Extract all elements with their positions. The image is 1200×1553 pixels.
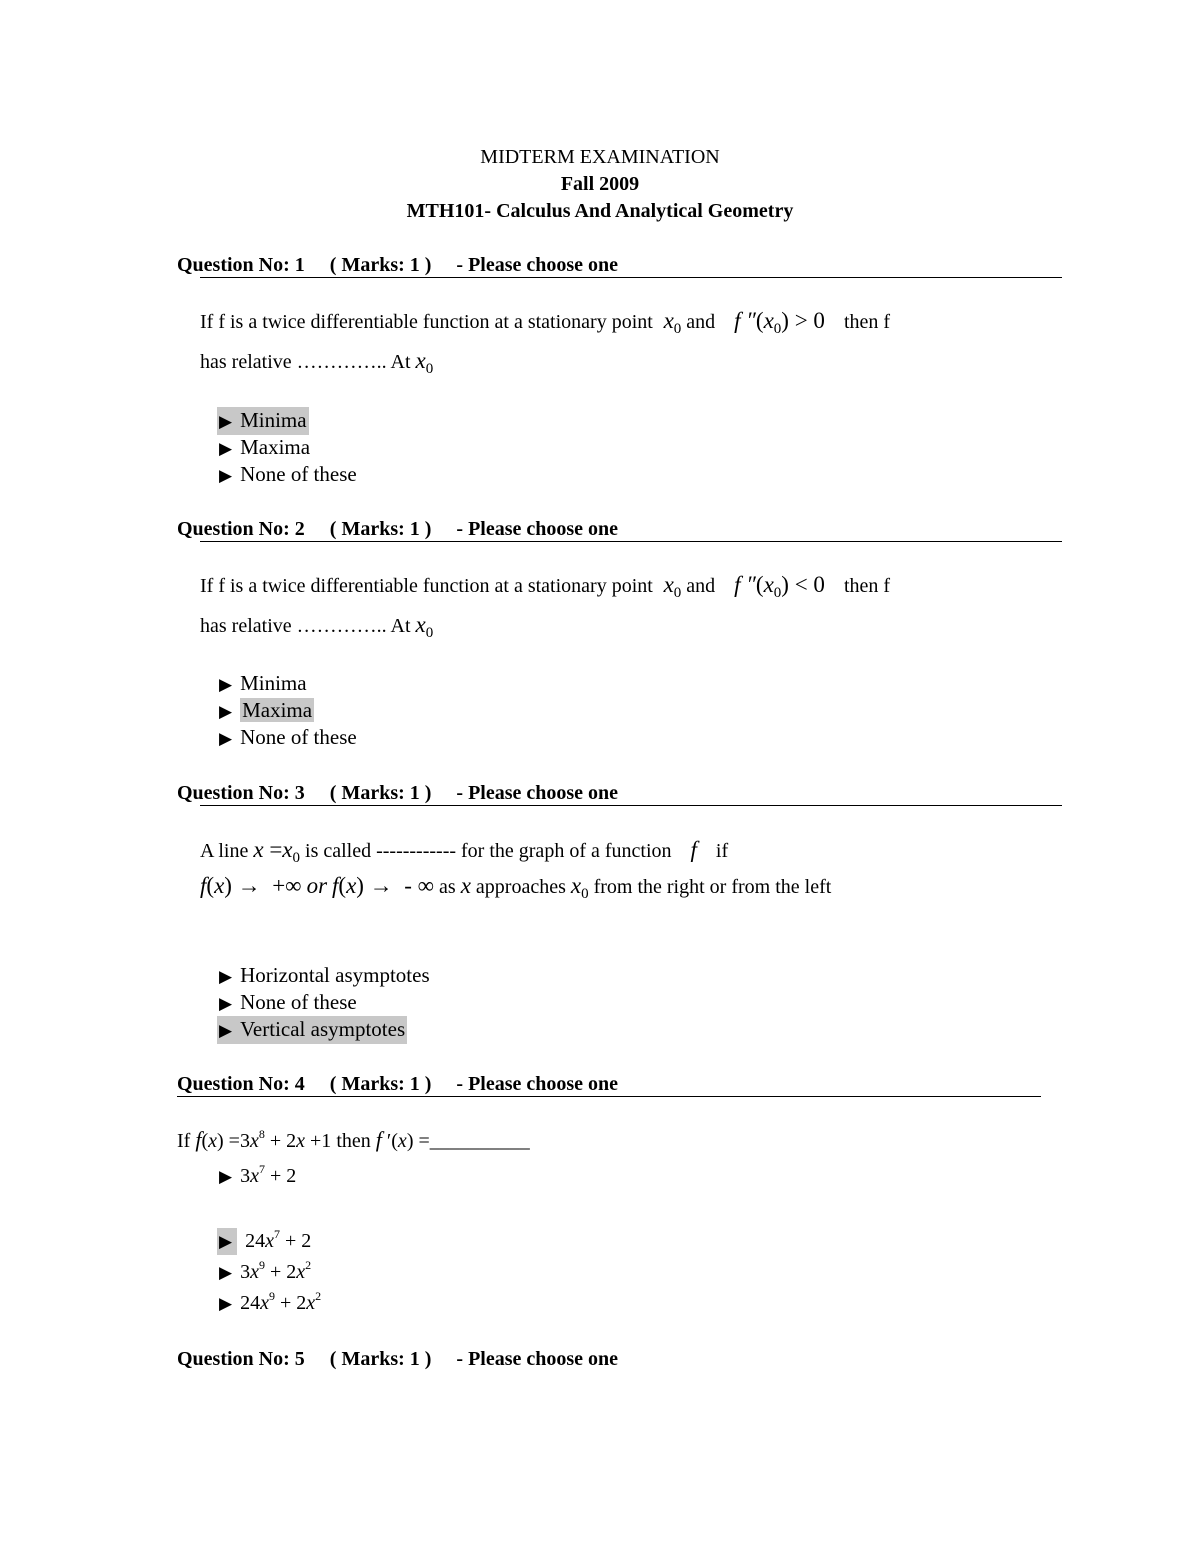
math-x: x bbox=[460, 873, 471, 898]
question-1-option-2[interactable]: ▶ Maxima bbox=[219, 435, 311, 459]
question-4-text: If $f(x) =3x^8 + 2x +1$ then f ′(x) =__________ bbox=[177, 1127, 530, 1152]
question-4-heading: Question No: 4 ( Marks: 1 ) - Please choose one bbox=[177, 1073, 619, 1095]
math-x0: $x_0$ bbox=[570, 873, 589, 902]
math-function-definition: $f(x) =3x^8 + 2x +1$ bbox=[195, 1127, 332, 1152]
play-arrow-icon: ▶ bbox=[217, 1228, 237, 1255]
math-x0: $x_0$ bbox=[657, 572, 682, 601]
question-2-option-1[interactable]: ▶ Minima bbox=[219, 671, 307, 695]
play-arrow-icon: ▶ bbox=[219, 1294, 233, 1313]
question-1-heading: Question No: 1 ( Marks: 1 ) - Please choose one bbox=[177, 254, 619, 276]
play-arrow-icon: ▶ bbox=[219, 439, 233, 458]
question-4-option-4[interactable] bbox=[217, 1289, 323, 1317]
math-derivative: f ′(x) = bbox=[375, 1127, 430, 1152]
course-title: MTH101- Calculus And Analytical Geometry bbox=[406, 200, 794, 222]
question-2-option-2[interactable]: ▶ Maxima bbox=[219, 698, 313, 722]
play-arrow-icon: ▶ bbox=[219, 729, 233, 748]
question-4-option-3[interactable] bbox=[217, 1258, 313, 1286]
question-2-text-line-1: If f is a twice differentiable function at a stationary point $x_0$ and f $''(x_0) < 0$ then f bbox=[200, 572, 891, 601]
question-1-text-line-1: If f is a twice differentiable function at a stationary point $x_0$ and f $''(x_0) > 0$ then f bbox=[200, 308, 891, 337]
play-arrow-icon: ▶ bbox=[219, 994, 233, 1013]
math-second-derivative-positive: f $''(x_0) > 0$ bbox=[734, 308, 825, 337]
play-arrow-icon: ▶ bbox=[219, 466, 233, 485]
question-2-text-line-2: has relative ………….. At $x_0$ bbox=[200, 612, 434, 641]
question-1-rule bbox=[200, 277, 1062, 278]
play-arrow-icon: ▶ bbox=[219, 967, 233, 986]
question-1-option-1[interactable]: ▶ Minima bbox=[217, 407, 309, 435]
question-4-option-1[interactable] bbox=[217, 1162, 298, 1190]
question-3-text-line-1: A line $x =x_0$ is called ------------ for the graph of a function f if bbox=[200, 837, 729, 866]
question-2-rule bbox=[200, 541, 1062, 542]
question-2-heading: Question No: 2 ( Marks: 1 ) - Please choose one bbox=[177, 518, 619, 540]
exam-title: MIDTERM EXAMINATION bbox=[480, 146, 720, 168]
math-x-equals-x0: $x =x_0$ bbox=[253, 837, 301, 866]
question-4-option-4-math: $24x^9 + 2x^2$ bbox=[240, 1289, 322, 1314]
question-2-option-3[interactable]: ▶ None of these bbox=[219, 725, 357, 749]
math-x0: $x_0$ bbox=[657, 308, 682, 337]
play-arrow-icon: ▶ bbox=[219, 1263, 233, 1282]
question-3-heading: Question No: 3 ( Marks: 1 ) - Please choose one bbox=[177, 782, 619, 804]
question-4-option-3-math: $3x^9 + 2x^2$ bbox=[240, 1258, 312, 1283]
math-limit-plus-infinity: f(x) → +∞ bbox=[200, 873, 302, 898]
exam-term: Fall 2009 bbox=[560, 173, 640, 195]
math-f: f bbox=[690, 837, 697, 862]
question-5-heading: Question No: 5 ( Marks: 1 ) - Please choose one bbox=[177, 1348, 619, 1370]
question-4-option-2-math: $24x^7 + 2$ bbox=[245, 1227, 312, 1252]
play-arrow-icon: ▶ bbox=[219, 1021, 233, 1040]
question-1-option-3[interactable]: ▶ None of these bbox=[219, 462, 357, 486]
play-arrow-icon: ▶ bbox=[219, 412, 233, 431]
question-3-rule bbox=[200, 805, 1062, 806]
math-second-derivative-negative: f $''(x_0) < 0$ bbox=[734, 572, 825, 601]
math-x0: $x_0$ bbox=[415, 612, 434, 641]
question-3-text-line-2: f(x) → +∞ or f(x) → - ∞ as x approaches $x_0$ from the right or from the left bbox=[200, 873, 832, 902]
play-arrow-icon: ▶ bbox=[219, 1167, 233, 1186]
question-3-option-1[interactable]: ▶ Horizontal asymptotes bbox=[219, 963, 430, 987]
math-limit-minus-infinity: f(x) → - ∞ bbox=[332, 873, 435, 898]
question-4-rule bbox=[177, 1096, 1041, 1097]
question-3-option-2[interactable]: ▶ None of these bbox=[219, 990, 357, 1014]
math-x0: $x_0$ bbox=[415, 348, 434, 377]
play-arrow-icon: ▶ bbox=[219, 702, 233, 721]
question-1-text-line-2: has relative ………….. At $x_0$ bbox=[200, 348, 434, 377]
question-3-option-3[interactable]: ▶ Vertical asymptotes bbox=[217, 1016, 407, 1044]
question-4-option-1-math: $3x^7 + 2$ bbox=[240, 1162, 297, 1187]
question-4-option-2[interactable] bbox=[217, 1227, 313, 1255]
play-arrow-icon: ▶ bbox=[219, 675, 233, 694]
